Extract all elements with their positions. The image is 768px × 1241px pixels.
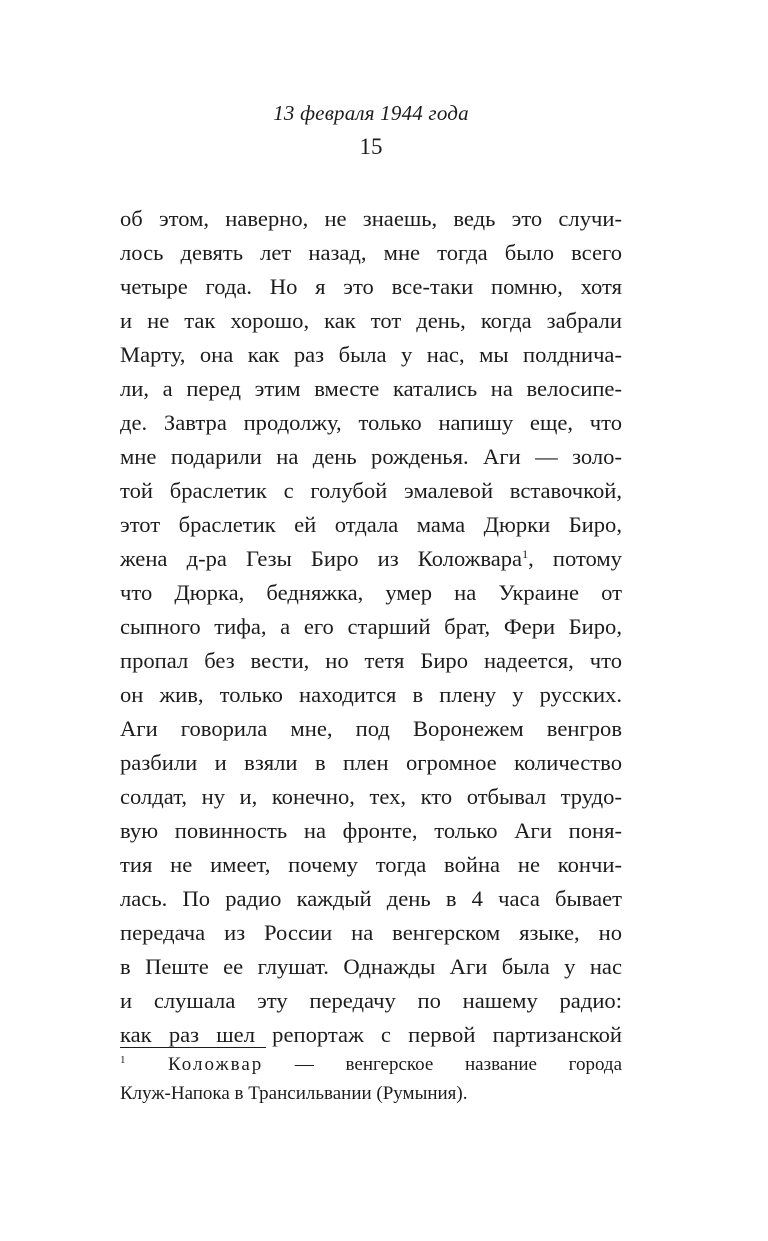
text-line-start: жена д-ра Гезы Биро из Коложвара [120, 546, 523, 571]
text-line: этот браслетик ей отдала мама Дюрки Биро, [120, 512, 622, 537]
text-line: тия не имеет, почему тогда война не кончи- [120, 852, 622, 877]
text-line: и не так хорошо, как тот день, когда забрали [120, 308, 622, 333]
text-line: лось девять лет назад, мне тогда было всего [120, 240, 622, 265]
footnote [120, 1050, 622, 1108]
text-line: он жив, только находится в плену у русских. [120, 682, 622, 707]
text-line: той браслетик с голубой эмалевой вставочкой, [120, 478, 622, 503]
text-line: что Дюрка, бедняжка, умер на Украине от [120, 580, 622, 605]
body-text [120, 202, 622, 1052]
text-line: как раз шел репортаж с первой партизанской [120, 1022, 622, 1047]
footnote-line: Клуж-Напока в Трансильвании (Румыния). [120, 1083, 468, 1104]
footnote-divider [120, 1047, 266, 1048]
footnote-term: Коложвар [168, 1054, 264, 1075]
text-line: сыпного тифа, а его старший брат, Фери Биро, [120, 614, 622, 639]
text-line: Аги говорила мне, под Воронежем венгров [120, 716, 622, 741]
text-line: солдат, ну и, конечно, тех, кто отбывал трудо- [120, 784, 622, 809]
text-line: пропал без вести, но тетя Биро надеется, что [120, 648, 622, 673]
text-line: лась. По радио каждый день в 4 часа бывает [120, 886, 622, 911]
text-line-with-footnote [120, 542, 622, 576]
text-line: передача из России на венгерском языке, но [120, 920, 622, 945]
footnote-line: 1 Коложвар — венгерское название города [120, 1054, 622, 1075]
text-line: ли, а перед этим вместе катались на велосипе- [120, 376, 622, 401]
text-line-end: , потому [528, 546, 622, 571]
text-line: четыре года. Но я это все-таки помню, хотя [120, 274, 622, 299]
text-line: де. Завтра продолжу, только напишу еще, что [120, 410, 622, 435]
text-line: Марту, она как раз была у нас, мы полдничa- [120, 342, 622, 367]
text-line: об этом, наверно, не знаешь, ведь это случи- [120, 206, 622, 231]
running-head: 13 февраля 1944 года [273, 101, 469, 125]
footnote-reference[interactable]: 1 [522, 547, 529, 561]
text-line: вую повинность на фронте, только Аги поня- [120, 818, 622, 843]
text-line: в Пеште ее глушат. Однажды Аги была у нас [120, 954, 622, 979]
page-header [0, 98, 742, 164]
text-line: разбили и взяли в плен огромное количество [120, 750, 622, 775]
text-line: мне подарили на день рожденья. Аги — золо- [120, 444, 622, 469]
footnote-definition: — венгерское название города [263, 1054, 622, 1075]
text-line: и слушала эту передачу по нашему радио: [120, 988, 622, 1013]
page-number: 15 [359, 134, 383, 159]
